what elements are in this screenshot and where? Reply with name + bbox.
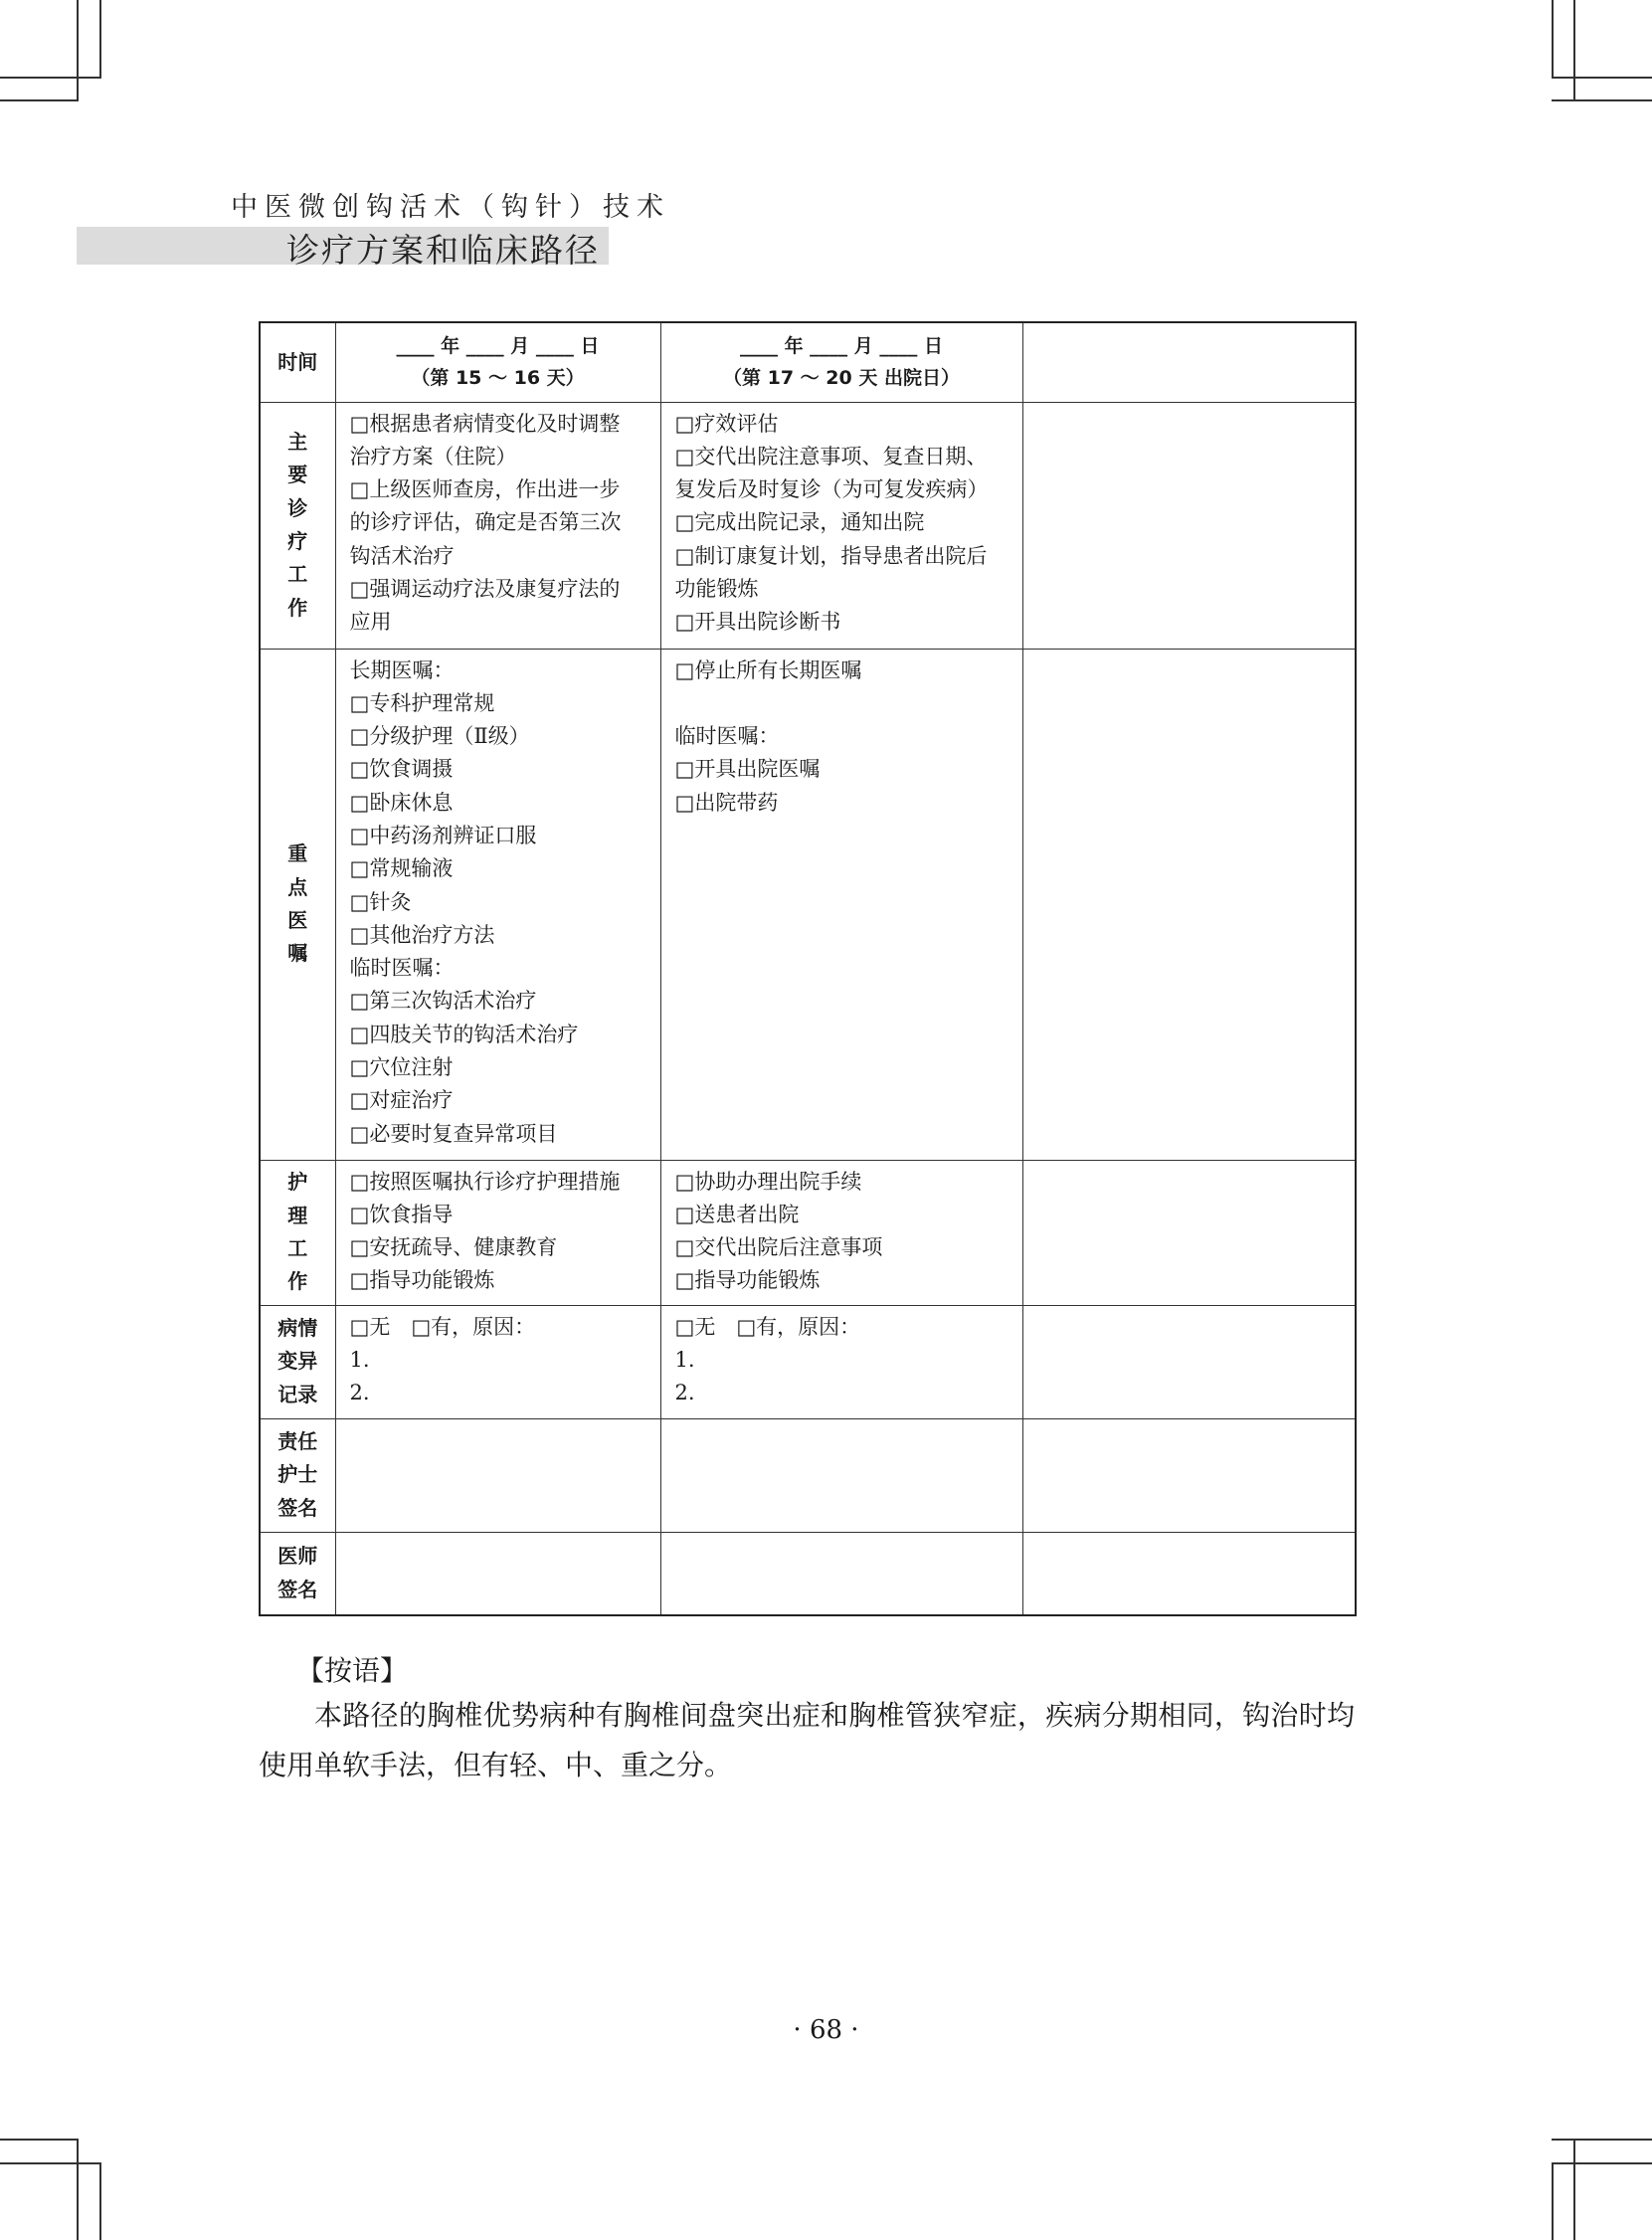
- cell-line: □针灸: [349, 889, 412, 914]
- note-body: 本路径的胸椎优势病种有胸椎间盘突出症和胸椎管狭窄症，疾病分期相同，钩治时均使用单软手法，但有轻、中、重之分。: [259, 1699, 1355, 1781]
- cell-line: □分级护理（Ⅱ级）: [349, 724, 530, 749]
- cell-line: □开具出院诊断书: [674, 610, 841, 635]
- note-title: 【按语】: [296, 1654, 409, 1687]
- empty-cell: [1022, 1305, 1356, 1418]
- crop-mark: [1552, 77, 1652, 79]
- signature-cell: [660, 1532, 1022, 1615]
- cell-line: 护士: [277, 1462, 318, 1487]
- cell-line: □无 □有，原因：: [349, 1314, 536, 1339]
- cell-line: 主: [287, 430, 308, 455]
- cell-line: 临时医嘱：: [349, 956, 455, 981]
- book-title: 中医微创钩活术（钩针）技术: [231, 192, 670, 223]
- cell-line: 工: [287, 562, 308, 587]
- cell-line: □强调运动疗法及康复疗法的: [349, 576, 621, 601]
- day-header-date: ____ 年 ____ 月 ____ 日: [396, 335, 600, 358]
- cell-line: 2.: [349, 1381, 370, 1405]
- cell-line: 签名: [277, 1495, 318, 1520]
- day-header-15-16: [335, 322, 660, 402]
- cell-line: 应用: [349, 610, 392, 635]
- cell-line: □制订康复计划，指导患者出院后: [674, 543, 988, 568]
- cell-line: □协助办理出院手续: [674, 1169, 862, 1194]
- cell-line: □常规输液: [349, 856, 454, 881]
- empty-cell: [1022, 1160, 1356, 1305]
- main-work-day15: [335, 402, 660, 649]
- cell-line: □四肢关节的钩活术治疗: [349, 1022, 579, 1046]
- cell-line: □上级医师查房，作出进一步: [349, 477, 621, 502]
- cell-line: 的诊疗评估，确定是否第三次: [349, 510, 622, 535]
- cell-line: 1.: [674, 1347, 695, 1372]
- cell-line: 2.: [674, 1381, 695, 1405]
- cell-line: 1.: [349, 1347, 370, 1372]
- cell-line: □安抚疏导、健康教育: [349, 1235, 558, 1260]
- variation-day17: [660, 1305, 1022, 1418]
- crop-mark: [0, 2162, 101, 2164]
- nursing-day17: [660, 1160, 1022, 1305]
- cell-line: 医师: [277, 1544, 318, 1569]
- row-label-doctor-sign: [260, 1532, 335, 1615]
- signature-cell: [335, 1532, 660, 1615]
- cell-line: □根据患者病情变化及时调整: [349, 411, 621, 436]
- cell-line: □穴位注射: [349, 1055, 454, 1080]
- crop-mark: [1552, 2139, 1652, 2141]
- key-orders-day15: [335, 649, 660, 1160]
- cell-line: 变异: [277, 1349, 318, 1374]
- cell-line: □中药汤剂辨证口服: [349, 823, 537, 847]
- day-header-range: （第 15 ～ 16 天）: [411, 367, 585, 390]
- crop-mark: [0, 77, 101, 79]
- crop-mark: [1573, 2139, 1575, 2240]
- crop-mark: [0, 99, 78, 101]
- crop-mark: [99, 0, 101, 78]
- cell-line: 长期医嘱：: [349, 657, 455, 682]
- table-row-doctor-sign: [260, 1532, 1356, 1615]
- row-label-nursing: [260, 1160, 335, 1305]
- cell-line: 工: [287, 1236, 308, 1260]
- cell-line: □疗效评估: [674, 411, 779, 436]
- crop-mark: [77, 0, 79, 101]
- cell-line: □其他治疗方法: [349, 922, 495, 947]
- cell-line: □必要时复查异常项目: [349, 1121, 558, 1146]
- crop-mark: [1552, 0, 1554, 78]
- row-label-key-orders: [260, 649, 335, 1160]
- signature-cell: [660, 1418, 1022, 1532]
- cell-line: 作: [287, 1269, 308, 1294]
- table-row-nursing: [260, 1160, 1356, 1305]
- nursing-day15: [335, 1160, 660, 1305]
- empty-cell: [1022, 322, 1356, 402]
- cell-line: □第三次钩活术治疗: [349, 989, 537, 1014]
- row-label-nurse-sign: [260, 1418, 335, 1532]
- cell-line: □指导功能锻炼: [674, 1268, 821, 1293]
- cell-line: 治疗方案（住院）: [349, 444, 517, 468]
- crop-mark: [77, 2139, 79, 2240]
- cell-line: 疗: [287, 529, 308, 553]
- cell-line: □按照医嘱执行诊疗护理措施: [349, 1169, 621, 1194]
- clinical-pathway-table: [259, 321, 1357, 1616]
- table-row-time: [260, 322, 1356, 402]
- empty-cell: [1022, 1532, 1356, 1615]
- row-label-main-work: [260, 402, 335, 649]
- cell-line: □饮食指导: [349, 1202, 454, 1226]
- cell-line: 责任: [277, 1429, 318, 1454]
- table-row-nurse-sign: [260, 1418, 1356, 1532]
- cell-line: 点: [287, 874, 308, 899]
- cell-line: □指导功能锻炼: [349, 1268, 495, 1293]
- cell-line: 作: [287, 595, 308, 620]
- signature-cell: [335, 1418, 660, 1532]
- cell-line: □饮食调摄: [349, 757, 454, 782]
- table-row-main-work: [260, 402, 1356, 649]
- cell-line: □交代出院后注意事项: [674, 1235, 883, 1260]
- crop-mark: [1573, 0, 1575, 101]
- cell-line: □开具出院医嘱: [674, 757, 821, 782]
- day-header-17-20: [660, 322, 1022, 402]
- cell-line: 记录: [277, 1382, 318, 1406]
- cell-line: □交代出院注意事项、复查日期、: [674, 444, 988, 468]
- cell-line: □对症治疗: [349, 1088, 454, 1113]
- key-orders-day17: [660, 649, 1022, 1160]
- cell-line: 要: [287, 463, 308, 487]
- empty-cell: [1022, 649, 1356, 1160]
- cell-line: □无 □有，原因：: [674, 1314, 861, 1339]
- crop-mark: [0, 2139, 78, 2141]
- cell-line: □送患者出院: [674, 1202, 800, 1226]
- section-title: 诊疗方案和临床路径: [286, 231, 600, 270]
- day-header-range: （第 17 ～ 20 天 出院日）: [723, 367, 960, 390]
- crop-mark: [99, 2162, 101, 2240]
- cell-line: □停止所有长期医嘱: [674, 657, 862, 682]
- table-row-variation: [260, 1305, 1356, 1418]
- page-number: · 68 ·: [793, 2015, 859, 2045]
- empty-cell: [1022, 1418, 1356, 1532]
- cell-line: 功能锻炼: [674, 576, 759, 601]
- crop-mark: [1552, 2162, 1554, 2240]
- row-label-variation: [260, 1305, 335, 1418]
- empty-cell: [1022, 402, 1356, 649]
- day-header-date: ____ 年 ____ 月 ____ 日: [739, 335, 944, 358]
- cell-line: 理: [287, 1203, 308, 1227]
- cell-line: □完成出院记录，通知出院: [674, 510, 925, 535]
- cell-line: 重: [287, 841, 308, 866]
- cell-line: 护: [287, 1170, 308, 1195]
- cell-line: 签名: [277, 1577, 318, 1601]
- crop-mark: [1552, 2162, 1652, 2164]
- main-work-day17: [660, 402, 1022, 649]
- cell-line: 病情: [277, 1316, 318, 1341]
- cell-line: □专科护理常规: [349, 690, 495, 715]
- variation-day15: [335, 1305, 660, 1418]
- cell-line: 诊: [287, 495, 308, 520]
- time-label: 时间: [260, 322, 335, 402]
- cell-line: 钩活术治疗: [349, 543, 455, 568]
- cell-line: 嘱: [287, 941, 308, 966]
- cell-line: [675, 687, 1012, 720]
- cell-line: □卧床休息: [349, 790, 454, 815]
- cell-line: 复发后及时复诊（为可复发疾病）: [674, 477, 989, 502]
- table-row-key-orders: [260, 649, 1356, 1160]
- cell-line: 临时医嘱：: [674, 724, 780, 749]
- crop-mark: [1552, 99, 1652, 101]
- cell-line: 医: [287, 908, 308, 932]
- cell-line: □出院带药: [674, 790, 779, 815]
